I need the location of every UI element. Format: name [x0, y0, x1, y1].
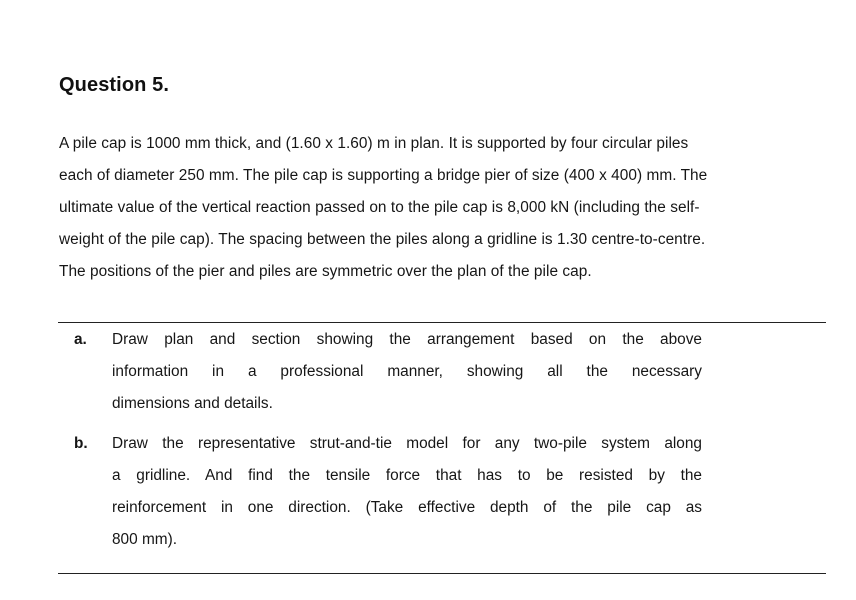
divider-top [58, 322, 826, 323]
part-a-text [112, 324, 702, 420]
part-b-line: 800 mm). [112, 531, 177, 548]
part-b-line: reinforcement in one direction. (Take effective depth of the pile cap as [112, 499, 702, 516]
paragraph-line: weight of the pile cap). The spacing between the piles along a gridline is 1.30 centre-to-centre. [59, 231, 706, 248]
part-a-line: Draw plan and section showing the arrangement based on the above [112, 331, 702, 348]
divider-bottom [58, 573, 826, 574]
part-b-marker: b. [74, 435, 88, 452]
question-title: Question 5. [59, 74, 170, 96]
part-a-line: information in a professional manner, showing all the necessary [112, 363, 702, 380]
paragraph-line: A pile cap is 1000 mm thick, and (1.60 x 1.60) m in plan. It is supported by four circular piles [59, 135, 689, 152]
part-a-marker: a. [74, 331, 87, 348]
part-b-line: Draw the representative strut-and-tie model for any two-pile system along [112, 435, 702, 452]
paragraph-line: ultimate value of the vertical reaction passed on to the pile cap is 8,000 kN (including the self- [59, 199, 700, 216]
paragraph-line: each of diameter 250 mm. The pile cap is supporting a bridge pier of size (400 x 400) mm. The [59, 167, 708, 184]
part-b-text [112, 428, 702, 556]
part-a-line: dimensions and details. [112, 395, 273, 412]
part-b-line: a gridline. And find the tensile force that has to be resisted by the [112, 467, 702, 484]
paragraph-line: The positions of the pier and piles are symmetric over the plan of the pile cap. [59, 263, 592, 280]
question-paragraph [59, 128, 825, 288]
